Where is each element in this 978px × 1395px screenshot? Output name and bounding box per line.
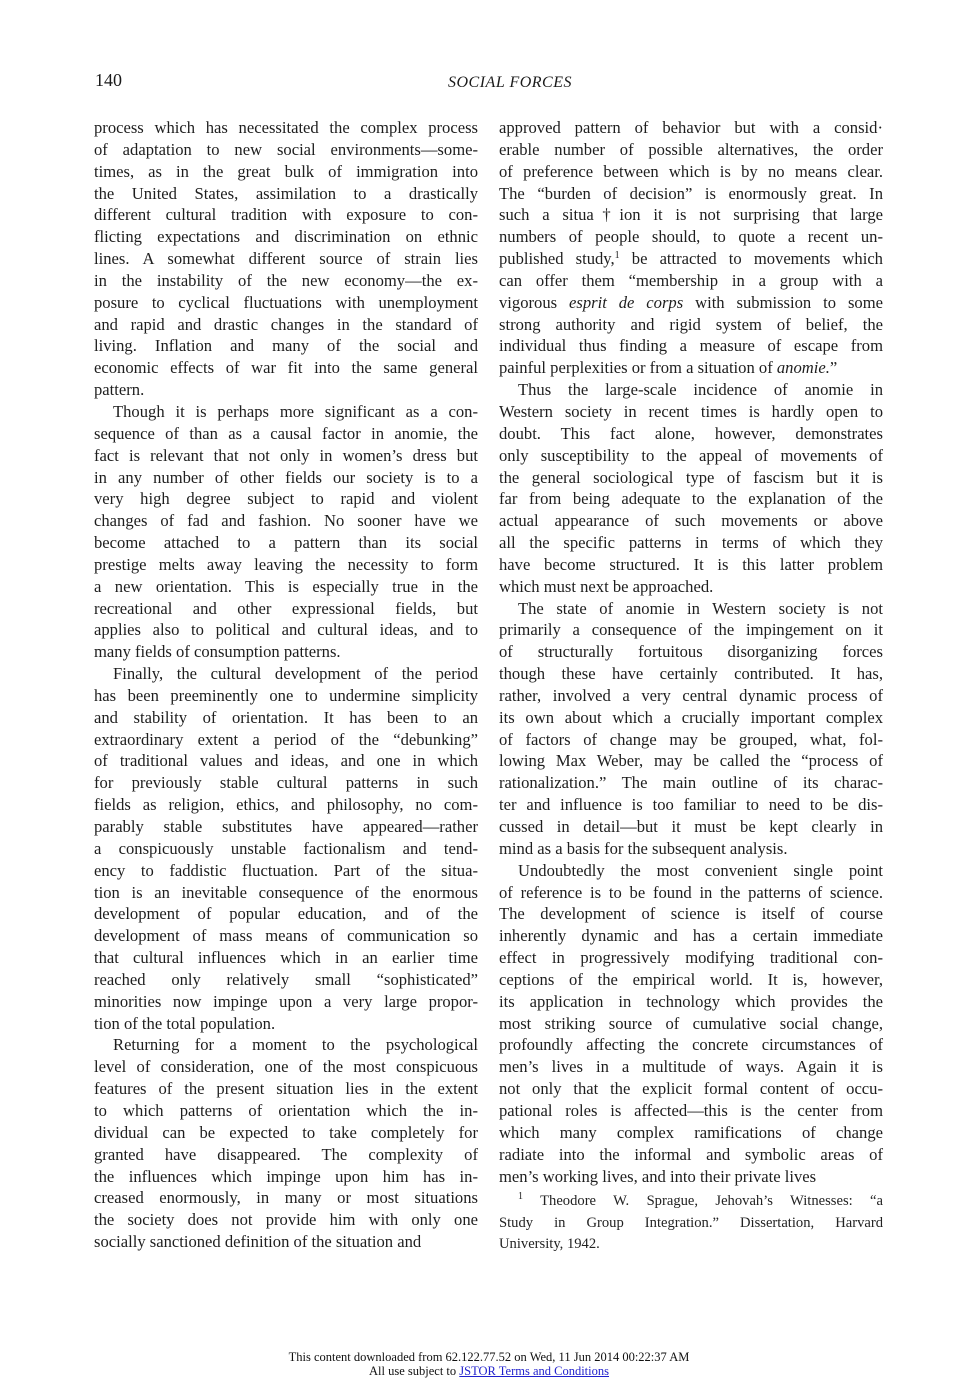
text-line: most striking source of cumulative social change,: [499, 1013, 883, 1033]
text-line: minorities now impinge upon a very large propor-: [94, 991, 478, 1011]
terms-prefix: All use subject to: [369, 1364, 460, 1378]
text-line: mind as a basis for the subsequent analysis.: [499, 838, 788, 858]
text-line: of adaptation to new social environments—some-: [94, 139, 478, 159]
text-line: men’s lives in a multitude of ways. Again it is: [499, 1057, 883, 1077]
text-line: all the specific patterns in terms of which they: [499, 533, 883, 553]
text-line: primarily a consequence of the impingement on it: [499, 620, 883, 640]
text-line: many fields of consumption patterns.: [94, 642, 341, 662]
text-line: numbers of people should, to quote a recent un-: [499, 227, 883, 247]
text-line: the general sociological type of fascism but it is: [499, 467, 883, 487]
text-line: which many complex ramifications of change: [499, 1122, 883, 1142]
text-line: parably stable substitutes have appeared—rather: [94, 817, 478, 836]
paragraph: [94, 401, 478, 663]
terms-line: [0, 1364, 978, 1378]
text-span: be attracted to movements which: [619, 249, 883, 269]
text-line: actual appearance of such movements or above: [499, 511, 883, 531]
text-line: inherently dynamic and has a certain immediate: [499, 926, 883, 946]
text-line: Finally, the cultural development of the period: [113, 664, 478, 684]
text-line: cussed in detail—but it must be kept clearly in: [499, 817, 883, 836]
text-line: ceptions of the empirical world. It is, however,: [499, 969, 883, 989]
text-line: individual thus finding a measure of escape from: [499, 336, 883, 356]
text-line: level of consideration, one of the most conspicuous: [94, 1057, 478, 1077]
text-line: socially sanctioned definition of the situation and: [94, 1232, 422, 1252]
text-line: development of mass means of communication so: [94, 926, 478, 946]
text-line: which must next be approached.: [499, 576, 714, 596]
text-line: process which has necessitated the complex process: [94, 118, 478, 137]
text-line: Undoubtedly the most convenient single point: [518, 860, 883, 880]
text-line: erable number of possible alternatives, the order: [499, 139, 883, 159]
text-line: though these have certainly contributed. It has,: [499, 664, 883, 684]
paragraph: [499, 860, 883, 1188]
text-line: its own about which a crucially important complex: [499, 707, 883, 727]
text-line: applies also to political and cultural ideas, and to: [94, 620, 478, 640]
text-line: in the instability of the new economy—the ex-: [94, 270, 478, 290]
text-line: Thus the large-scale incidence of anomie in: [518, 380, 883, 400]
left-column: [94, 117, 478, 1253]
text-line: features of the present situation lies in the extent: [94, 1079, 478, 1099]
footnote-text: Theodore W. Sprague, Jehovah’s Witnesses: “a: [540, 1193, 884, 1209]
footnote-marker: 1: [518, 1191, 523, 1202]
text-line: in any number of other fields our society is to a: [94, 467, 478, 487]
text-line: rather, involved a very central dynamic process of: [499, 685, 883, 705]
text-line: not only that the explicit formal content of occu-: [499, 1079, 883, 1099]
text-line: of traditional values and ideas, and one in which: [94, 751, 478, 771]
text-line: effect in progressively modifying traditional con-: [499, 948, 883, 968]
text-line: its application in technology which provides the: [499, 991, 883, 1011]
text-line: recreational and other expressional fields, but: [94, 598, 478, 618]
text-line: approved pattern of behavior but with a consid·: [499, 118, 883, 137]
text-line: the United States, assimilation to a drastically: [94, 183, 478, 203]
text-line: extraordinary extent a period of the “debunking”: [94, 729, 478, 749]
text-line: reached only relatively small “sophisticated”: [94, 969, 478, 989]
right-column-paragraphs: [499, 379, 883, 1187]
text-span: with submission to some: [683, 292, 883, 312]
text-line: fields as religion, ethics, and philosophy, no com-: [94, 795, 478, 815]
text-line: to which patterns of orientation which the in-: [94, 1100, 478, 1120]
text-line: men’s working lives, and into their private lives: [499, 1166, 817, 1186]
jstor-terms-link[interactable]: JSTOR Terms and Conditions: [459, 1364, 609, 1378]
text-line: [499, 357, 883, 379]
text-line: the influences which impinge upon him has in-: [94, 1166, 478, 1186]
footnote-reference[interactable]: 1: [614, 250, 620, 262]
text-line: [499, 292, 883, 314]
text-line: living. Inflation and many of the social and: [94, 336, 478, 356]
text-line: sequence of than as a causal factor in anomie, the: [94, 423, 478, 443]
text-line: The development of science is itself of course: [499, 904, 883, 924]
text-line: [499, 248, 883, 270]
text-line: can offer them “membership in a group with a: [499, 270, 883, 290]
text-line: prestige melts away leaving the necessity to form: [94, 554, 478, 574]
text-line: doubt. This fact alone, however, demonstrates: [499, 423, 883, 443]
text-span: ”: [829, 358, 838, 378]
download-notice: This content downloaded from 62.122.77.52 on Wed, 11 Jun 2014 00:22:37 AM: [288, 1350, 690, 1364]
text-line: radiate into the informal and symbolic areas of: [499, 1144, 883, 1164]
text-line: become attached to a pattern than its social: [94, 533, 478, 553]
italic-term: anomie.: [776, 358, 830, 378]
journal-title: SOCIAL FORCES: [448, 74, 572, 91]
text-line: very high degree subject to rapid and violent: [94, 489, 478, 509]
text-line: rationalization.” The main outline of its charac-: [499, 773, 883, 793]
italic-phrase: esprit de corps: [569, 292, 684, 312]
text-line: lowing Max Weber, may be called the “process of: [499, 751, 883, 771]
text-line: and rapid and drastic changes in the standard of: [94, 314, 478, 334]
text-span: painful perplexities or from a situation of: [499, 358, 777, 378]
text-line: dividual can be expected to take completely for: [94, 1122, 478, 1142]
text-line: University, 1942.: [499, 1236, 600, 1252]
right-column: [499, 117, 883, 1187]
paragraph: [499, 598, 883, 860]
text-span: published study,: [499, 249, 615, 269]
text-line: only susceptibility to the appeal of movements of: [499, 445, 883, 465]
text-line: have become structured. It is this latter problem: [499, 554, 883, 574]
text-line: Western society in recent times is hardly open to: [499, 401, 883, 421]
text-line: flicting expectations and discrimination on ethnic: [94, 227, 478, 247]
text-line: the society does not provide him with only one: [94, 1210, 478, 1230]
download-footer: [0, 1350, 978, 1378]
text-line: times, as in the great bulk of immigration into: [94, 161, 478, 181]
text-line: granted have disappeared. The complexity of: [94, 1144, 478, 1164]
text-line: fact is relevant that not only in women’s dress but: [94, 445, 478, 465]
paragraph: [94, 663, 478, 1034]
running-header: [95, 70, 885, 96]
text-line: a conspicuously unstable factionalism and tend-: [94, 838, 478, 858]
footnote: [499, 1191, 883, 1256]
text-line: such a situa†ion it is not surprising that large: [499, 205, 883, 225]
text-line: pational roles is affected—this is the center from: [499, 1100, 883, 1120]
text-line: far from being adequate to the explanation of the: [499, 489, 883, 509]
text-line: for previously stable cultural patterns in such: [94, 773, 478, 793]
text-line: strong authority and rigid system of belief, the: [499, 314, 883, 334]
text-line: Though it is perhaps more significant as a con-: [113, 401, 478, 421]
text-line: pattern.: [94, 380, 145, 400]
text-line: tion is an inevitable consequence of the enormous: [94, 882, 478, 902]
text-line: development of popular education, and of the: [94, 904, 478, 924]
text-line: economic effects of war fit into the same general: [94, 358, 478, 378]
text-line: ency to faddistic fluctuation. Part of the situa-: [94, 860, 478, 880]
text-line: tion of the total population.: [94, 1013, 276, 1033]
paragraph: [499, 117, 883, 379]
paragraph: [499, 379, 883, 597]
text-line: different cultural tradition with exposure to con-: [94, 205, 478, 225]
text-line: creased enormously, in many or most situations: [94, 1188, 478, 1208]
text-span: vigorous: [499, 292, 569, 312]
text-line: of preference between which is by no means clear.: [499, 161, 883, 181]
text-line: Returning for a moment to the psychological: [113, 1035, 478, 1055]
paragraph: [94, 1034, 478, 1252]
text-line: of structurally fortuitous disorganizing forces: [499, 642, 883, 662]
text-line: changes of fad and fashion. No sooner have we: [94, 511, 478, 531]
text-line: has been preeminently one to undermine simplicity: [94, 685, 478, 705]
text-line: profoundly affecting the concrete circumstances of: [499, 1035, 883, 1055]
text-line: lines. A somewhat different source of strain lies: [94, 249, 478, 269]
text-line: Study in Group Integration.” Dissertation, Harvard: [499, 1214, 883, 1231]
text-line: posure to cyclical fluctuations with unemployment: [94, 292, 478, 312]
text-line: ter and influence is too familiar to need to be dis-: [499, 795, 883, 815]
text-line: and stability of orientation. It has been to an: [94, 707, 478, 727]
paragraph: [94, 117, 478, 401]
text-line: The state of anomie in Western society is not: [518, 598, 883, 618]
text-line: The “burden of decision” is enormously great. In: [499, 183, 883, 203]
text-line: of reference is to be found in the patterns of science.: [499, 882, 883, 902]
text-line: a new orientation. This is especially true in the: [94, 576, 478, 596]
text-line: that cultural influences which in an earlier time: [94, 948, 478, 968]
page-number: 140: [95, 70, 122, 90]
text-line: [499, 1191, 883, 1213]
text-line: of factors of change may be grouped, what, fol-: [499, 729, 883, 749]
